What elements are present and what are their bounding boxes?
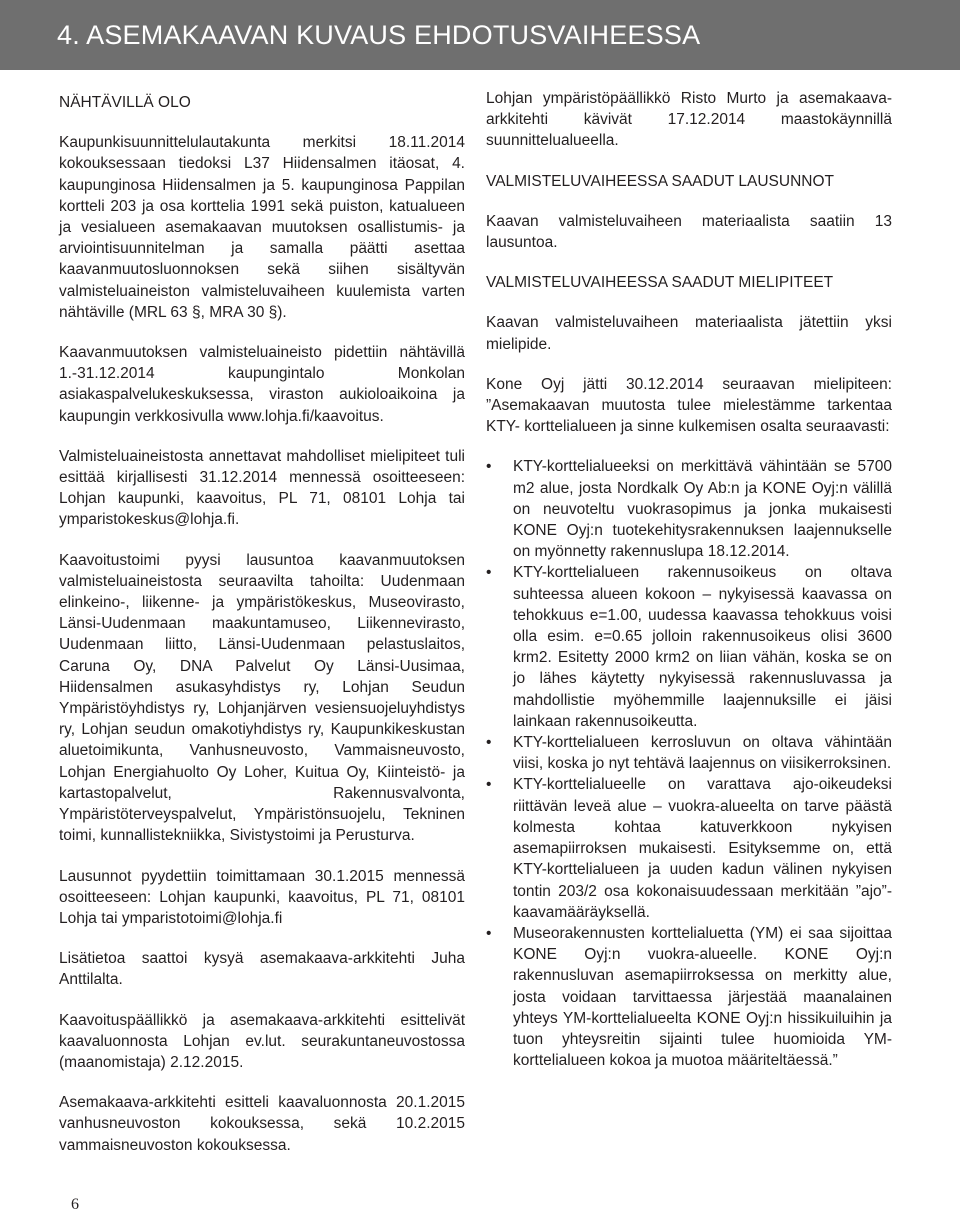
list-item: • KTY-korttelialueen rakennusoikeus on oltava suhteessa alueen kokoon – nykyisessä kaavassa on tehokkuus e=1.00, uudessa kaavassa tehokkuus voisi olla esim. e=0.65 jolloin rakennusoikeus olisi 3600 krm2. Esitetty 2000 krm2 on liian vähän, koska se on jo lähes käytetty nykyisessä rakennusluvassa ja mahdollistie myöhemmille laajennuksille ei jäisi lainkaan rakennusoikeutta.: [486, 562, 892, 732]
list-item: • KTY-korttelialueelle on varattava ajo-oikeudeksi riittävän leveä alue – vuokra-alueelta on tarve päästä kolmesta kohtaa katuverkkoon nykyisen asemapiirroksen mukaisesti. Esityksemme on, että KTY-korttelialueen ja uuden kadun välinen nykyisen tontin 203/2 osa kokonaisuudessaan merkitään ”ajo”-kaavamääräyksellä.: [486, 774, 892, 922]
page-number: 6: [71, 1196, 79, 1213]
paragraph-opinion-instructions: Valmisteluaineistosta annettavat mahdolliset mielipiteet tuli esittää kirjallisesti 31.12.2014 mennessä osoitteeseen: Lohjan kaupunki, kaavoitus, PL 71, 08101 Lohja tai ymparistokeskus@lohja.fi.: [59, 447, 465, 529]
list-item: • KTY-korttelialueen kerrosluvun on oltava vähintään viisi, koska jo nyt tehtävä laajennus on viisikerroksinen.: [486, 732, 892, 774]
heading-statements: VALMISTELUVAIHEESSA SAADUT LAUSUNNOT: [486, 172, 834, 190]
paragraph-opinions-count: Kaavan valmisteluvaiheen materiaalista jätettiin yksi mielipide.: [486, 314, 892, 353]
list-item: • Museorakennusten korttelialuetta (YM) ei saa sijoittaa KONE Oyj:n vuokra-alueelle. KONE Oyj:n rakennusluvan asemapiirroksessa on merkitty alue, josta voidaan tarvittaessa järjestää maanalainen yhteys YM-korttelialueelta KONE Oyj:n hissikuiluihin ja tuon yhteysreitin sijainti tulee huomioida YM-korttelialueen kokoa ja muotoa määriteltäessä.”: [486, 923, 892, 1071]
heading-nahtavilla-olo: NÄHTÄVILLÄ OLO: [59, 94, 191, 111]
paragraph-statement-deadline: Lausunnot pyydettiin toimittamaan 30.1.2015 mennessä osoitteeseen: Lohjan kaupunki, kaavoitus, PL 71, 08101 Lohja tai ymparistotoimi@lohja.fi: [59, 867, 465, 927]
heading-opinions: VALMISTELUVAIHEESSA SAADUT MIELIPITEET: [486, 274, 834, 292]
paragraph-site-visit: Lohjan ympäristöpäällikkö Risto Murto ja asemakaava-arkkitehti kävivät 17.12.2014 maastokäynnillä suunnittelualueella.: [486, 90, 892, 150]
paragraph-council-presentations: Asemakaava-arkkitehti esitteli kaavaluonnosta 20.1.2015 vanhusneuvoston kokouksessa, sekä 10.2.2015 vammaisneuvoston kokouksessa.: [59, 1094, 465, 1154]
right-column: [486, 88, 892, 1071]
list-item: • KTY-korttelialueeksi on merkittävä vähintään se 5700 m2 alue, josta Nordkalk Oy Ab:n ja KONE Oyj:n välillä on neuvoteltu vuokrasopimus ja jonka mukaisesti KONE Oyj:n tuotekehitysrakennuksen laajennukselle on myönnetty rakennuslupa 18.12.2014.: [486, 456, 892, 562]
paragraph-contact-info: Lisätietoa saattoi kysyä asemakaava-arkkitehti Juha Anttilalta.: [59, 950, 465, 989]
section-header-banner: [0, 0, 960, 70]
paragraph-display-period: Kaavanmuutoksen valmisteluaineisto pidettiin nähtävillä 1.-31.12.2014 kaupungintalo Monkolan asiakaspalvelukeskuksessa, viraston aukioloaikoina ja kaupungin verkkosivulla www.lohja.fi/kaavoitus.: [59, 344, 465, 425]
kone-opinion-list: [486, 456, 892, 1071]
paragraph-announcement: Kaupunkisuunnittelulautakunta merkitsi 18.11.2014 kokouksessaan tiedoksi L37 Hiidensalmen itäosat, 4. kaupunginosa Hiidensalmen ja 5. kaupunginosa Pappilan kortteli 203 ja osa korttelia 1991 sekä puiston, katualueen ja vesialueen asemakaavan muutoksen osallistumis- ja arviointisuunnitelman ja samalla päätti asettaa kaavanmuutosluonnoksen sekä siihen sisältyvän valmisteluaineiston valmisteluvaiheen kuulemista varten nähtäville (MRL 63 §, MRA 30 §).: [59, 134, 465, 321]
paragraph-parish-presentation: Kaavoituspäällikkö ja asemakaava-arkkitehti esittelivät kaavaluonnosta Lohjan ev.lut. seurakuntaneuvostossa (maanomistaja) 2.12.2015.: [59, 1011, 465, 1071]
paragraph-statement-requests: Kaavoitustoimi pyysi lausuntoa kaavanmuutoksen valmisteluaineistosta seuraavilta tahoilta: Uudenmaan elinkeino-, liikenne- ja ympäristökeskus, Museovirasto, Länsi-Uudenmaan maakuntamuseo, Liikennevirasto, Uudenmaan liitto, Länsi-Uudenmaan pelastuslaitos, Caruna Oy, DNA Palvelut Oy Länsi-Uusimaa, Hiidensalmen asukasyhdistys ry, Lohjan Seudun Ympäristöyhdistys ry, Lohjanjärven vesiensuojeluyhdistys ry, Lohjan seudun omakotiyhdistys ry, Kaupunkikeskustan aluetoimikunta, Vanhusneuvosto, Vammaisneuvosto, Lohjan Energiahuolto Oy Loher, Kuitua Oy, Kiinteistö- ja kartastopalvelut, Rakennusvalvonta, Ympäristöterveyspalvelut, Ympäristönsuojelu, Tekninen toimi, kunnallistekniikka, Sivistystoimi ja Perusturva.: [59, 551, 465, 845]
paragraph-kone-opinion-intro: Kone Oyj jätti 30.12.2014 seuraavan mielipiteen: ”Asemakaavan muutosta tulee mielestämme tarkentaa KTY- korttelialueen ja sinne kulkemisen osalta seuraavasti:: [486, 375, 892, 436]
paragraph-statements-count: Kaavan valmisteluvaiheen materiaalista saatiin 13 lausuntoa.: [486, 212, 892, 252]
section-title: 4. ASEMAKAAVAN KUVAUS EHDOTUSVAIHEESSA: [57, 20, 701, 50]
left-column: [59, 88, 465, 1175]
